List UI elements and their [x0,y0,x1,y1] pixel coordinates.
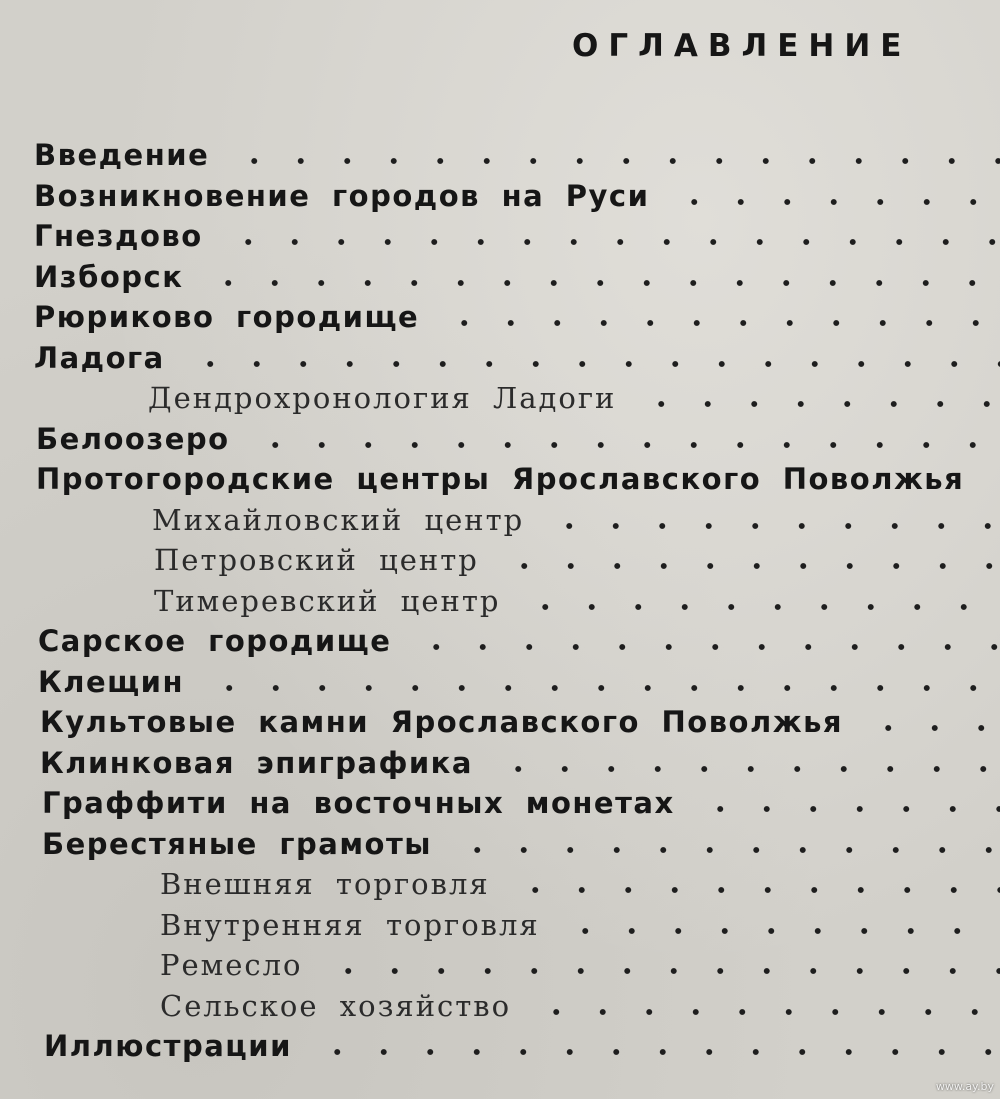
toc-entry-agriculture [0,986,1000,1027]
toc-entry-title: Возникновение городов на Руси [34,178,650,213]
toc-entry-timerevsky [0,581,1000,622]
toc-entry-title: Внутренняя торговля [160,907,540,942]
watermark: www.ay.by [935,1080,994,1093]
dot-leader [538,500,1000,540]
toc-entry-introduction [0,135,1000,176]
toc-entry-foreign-trade [0,864,1000,905]
dot-leader [223,135,1000,175]
dot-leader [317,945,1000,985]
dot-leader [493,540,1000,580]
toc-entry-title: Рюриково городище [34,300,420,335]
toc-entry-title: Протогородские центры Ярославского Поволжья [36,462,965,497]
dot-leader [197,257,1000,297]
dot-leader [244,419,1000,459]
dot-leader [689,783,1000,823]
toc-entry-crafts [0,945,1000,986]
dot-leader [525,986,1000,1026]
toc-entry-title: Сельское хозяйство [160,988,512,1023]
toc-entry-izborsk [0,257,1000,298]
toc-entry-domestic-trade [0,905,1000,946]
toc-entry-title: Иллюстрации [44,1029,292,1064]
table-of-contents [0,135,1000,1067]
dot-leader [514,581,1000,621]
toc-entry-title: Дендрохронология Ладоги [148,381,617,416]
dot-leader [446,824,1000,864]
dot-leader [306,1026,1000,1066]
dot-leader [663,176,1000,216]
dot-leader [198,662,1000,702]
toc-entry-title: Берестяные грамоты [42,826,432,861]
dot-leader [857,702,1000,742]
dot-leader [487,743,1000,783]
toc-entry-petrovsky [0,540,1000,581]
toc-entry-birchbark [0,824,1000,865]
toc-entry-title: Граффити на восточных монетах [42,786,675,821]
toc-entry-sarskoe [0,621,1000,662]
toc-heading: ОГЛАВЛЕНИЕ [572,28,912,64]
dot-leader [217,216,1000,256]
dot-leader [433,297,1000,337]
toc-entry-graffiti [0,783,1000,824]
toc-entry-title: Ремесло [160,948,303,983]
toc-entry-mikhailovsky [0,500,1000,541]
toc-entry-title: Изборск [34,259,184,294]
toc-entry-title: Сарское городище [38,624,392,659]
toc-entry-title: Внешняя торговля [160,867,490,902]
toc-entry-title: Клещин [38,664,185,699]
toc-entry-ladoga [0,338,1000,379]
toc-entry-illustrations [0,1026,1000,1067]
toc-entry-blade-epigraphy [0,743,1000,784]
toc-entry-beloozero [0,419,1000,460]
toc-entry-title: Михайловский центр [152,502,525,537]
dot-leader [405,621,1000,661]
dot-leader [554,905,1000,945]
toc-entry-title: Клинковая эпиграфика [40,745,473,780]
toc-entry-rurikovo [0,297,1000,338]
toc-entry-title: Введение [34,138,210,173]
toc-entry-gnezdovo [0,216,1000,257]
toc-entry-dendrochronology [0,378,1000,419]
toc-entry-title: Ладога [34,340,165,375]
toc-entry-title: Петровский центр [154,543,479,578]
dot-leader [978,459,1000,499]
dot-leader [179,338,1000,378]
toc-entry-title: Культовые камни Ярославского Поволжья [40,705,844,740]
dot-leader [630,378,1000,418]
toc-entry-title: Белоозеро [36,421,230,456]
toc-entry-title: Гнездово [34,219,203,254]
toc-entry-title: Тимеревский центр [154,583,501,618]
toc-entry-cult-stones [0,702,1000,743]
toc-entry-kleshchin [0,662,1000,703]
dot-leader [504,864,1000,904]
toc-entry-proto-urban-centers [0,459,1000,500]
toc-entry-origin-of-cities [0,176,1000,217]
